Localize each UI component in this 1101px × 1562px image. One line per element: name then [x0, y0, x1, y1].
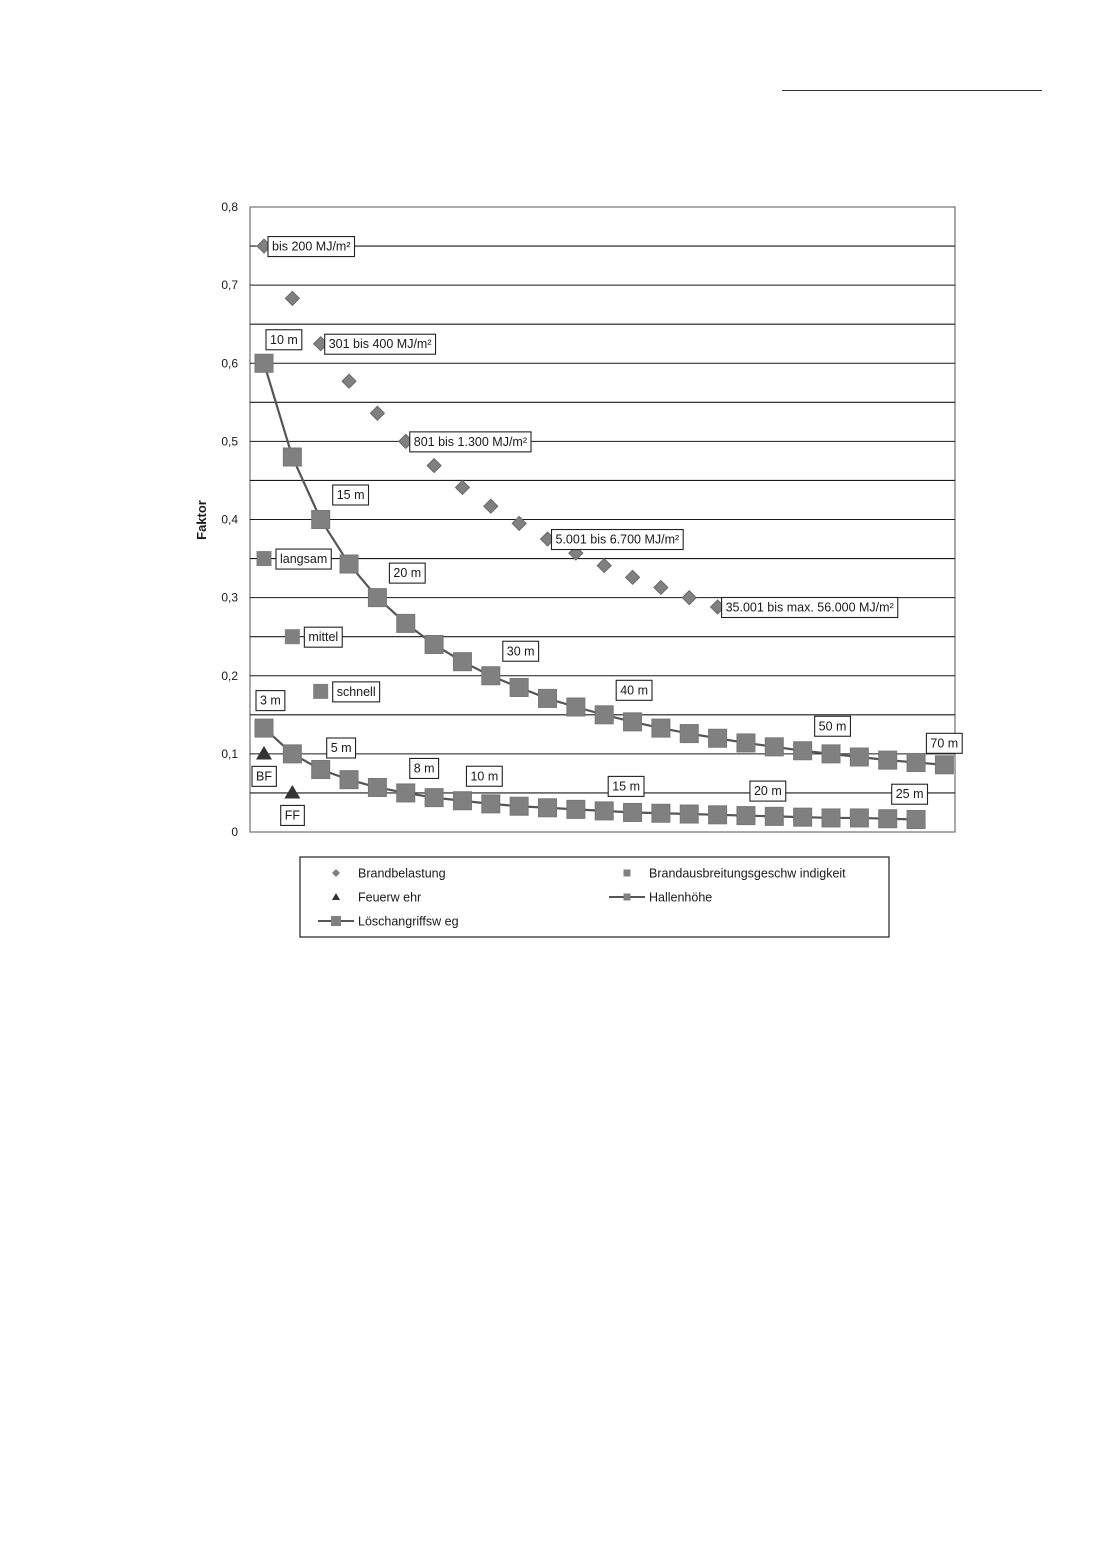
data-label-text: 3 m — [260, 693, 281, 708]
l-schangriffsw-eg-data-label — [750, 781, 786, 801]
hallenh-he-data-label — [389, 563, 425, 583]
data-label-text: 801 bis 1.300 MJ/m² — [413, 434, 527, 449]
l-schangriffsw-eg-point — [567, 800, 585, 818]
hallenh-he-point — [907, 753, 925, 771]
hallenh-he-point — [312, 511, 330, 529]
hallenh-he-point — [765, 738, 783, 756]
l-schangriffsw-eg-point — [368, 778, 386, 796]
hallenh-he-point — [935, 756, 953, 774]
l-schangriffsw-eg-data-label — [256, 691, 285, 711]
data-label-text: 25 m — [895, 787, 924, 802]
l-schangriffsw-eg-data-label — [410, 758, 439, 778]
brandbelastung-data-label — [410, 432, 531, 452]
hallenh-he-data-label — [333, 485, 369, 505]
brandausbreitungsgeschw-indigkeit-point — [257, 551, 272, 566]
hallenh-he-point — [680, 725, 698, 743]
data-label-text: schnell — [336, 684, 376, 699]
hallenh-he-point — [624, 713, 642, 731]
hallenh-he-data-label — [503, 641, 539, 661]
y-axis-ticks — [221, 200, 238, 839]
brandausbreitungsgeschw-indigkeit-data-label — [304, 627, 342, 647]
y-tick-label: 0,6 — [221, 356, 238, 371]
hallenh-he-point — [652, 719, 670, 737]
legend-label: Brandbelastung — [358, 866, 446, 881]
y-tick-label: 0,2 — [221, 668, 238, 683]
l-schangriffsw-eg-point — [595, 802, 613, 820]
data-label-text: 15 m — [336, 488, 365, 502]
hallenh-he-point — [794, 742, 812, 760]
hallenh-he-point — [425, 636, 443, 654]
data-label-text: BF — [256, 769, 272, 784]
hallenh-he-point — [567, 698, 585, 716]
l-schangriffsw-eg-data-label — [466, 766, 502, 786]
brandausbreitungsgeschw-indigkeit-data-label — [276, 549, 331, 569]
legend-item-brandausbreitungsgeschw-indigkeit — [624, 867, 847, 881]
l-schangriffsw-eg-point — [624, 803, 642, 821]
brandausbreitungsgeschw-indigkeit-point — [285, 629, 300, 644]
data-label-text: 20 m — [753, 784, 782, 799]
hallenh-he-point — [283, 448, 301, 466]
data-label-text: mittel — [308, 630, 339, 645]
hallenh-he-point — [340, 555, 358, 573]
data-label-text: 50 m — [818, 719, 847, 734]
legend-square-icon — [624, 870, 631, 877]
data-label-text: 20 m — [393, 566, 422, 581]
hallenh-he-point — [879, 751, 897, 769]
legend-label: Löschangriffsw eg — [358, 914, 459, 929]
hallenh-he-point — [595, 706, 613, 724]
l-schangriffsw-eg-point — [482, 795, 500, 813]
data-label-text: bis 200 MJ/m² — [272, 239, 351, 254]
data-label-text: 35.001 bis max. 56.000 MJ/m² — [725, 600, 894, 615]
data-label-text: 10 m — [470, 769, 499, 784]
l-schangriffsw-eg-point — [765, 807, 783, 825]
legend-label: Hallenhöhe — [649, 890, 713, 905]
y-tick-label: 0,5 — [221, 434, 238, 449]
hallenh-he-data-label — [815, 716, 851, 736]
l-schangriffsw-eg-point — [907, 811, 925, 829]
l-schangriffsw-eg-point — [283, 745, 301, 763]
l-schangriffsw-eg-point — [652, 804, 670, 822]
feuerw-ehr-data-label — [252, 766, 276, 786]
legend-label: Brandausbreitungsgeschw indigkeit — [649, 866, 846, 881]
data-label-text: 70 m — [930, 736, 959, 751]
legend-square-icon — [331, 916, 341, 926]
data-label-text: langsam — [280, 552, 328, 567]
y-axis-label: Faktor — [194, 500, 209, 540]
y-tick-label: 0,1 — [221, 746, 238, 761]
hallenh-he-data-label — [266, 330, 302, 350]
l-schangriffsw-eg-point — [340, 771, 358, 789]
hallenh-he-point — [822, 745, 840, 763]
data-label-text: 301 bis 400 MJ/m² — [328, 337, 432, 352]
data-label-text: 30 m — [506, 644, 535, 659]
hallenh-he-point — [539, 689, 557, 707]
l-schangriffsw-eg-point — [255, 719, 273, 737]
l-schangriffsw-eg-point — [510, 797, 528, 815]
hallenh-he-point — [709, 729, 727, 747]
brandbelastung-data-label — [722, 598, 898, 618]
y-tick-label: 0,8 — [221, 200, 238, 214]
l-schangriffsw-eg-point — [453, 792, 471, 810]
data-label-text: 5.001 bis 6.700 MJ/m² — [555, 532, 680, 547]
brandbelastung-data-label — [552, 530, 684, 550]
hallenh-he-point — [737, 734, 755, 752]
brandausbreitungsgeschw-indigkeit-data-label — [333, 682, 380, 702]
y-tick-label: 0,4 — [221, 512, 238, 527]
data-label-text: 40 m — [620, 683, 648, 698]
l-schangriffsw-eg-data-label — [327, 738, 356, 758]
legend — [300, 857, 889, 937]
hallenh-he-point — [850, 748, 868, 766]
y-tick-label: 0,7 — [221, 278, 238, 293]
legend-square-icon — [624, 894, 631, 901]
brandbelastung-data-label — [268, 237, 355, 257]
data-label-text: 8 m — [413, 761, 435, 776]
hallenh-he-point — [510, 678, 528, 696]
legend-label: Feuerw ehr — [358, 890, 422, 905]
hallenh-he-data-label — [616, 680, 652, 700]
hallenh-he-point — [397, 614, 415, 632]
brandbelastung-data-label — [325, 334, 436, 354]
l-schangriffsw-eg-point — [539, 799, 557, 817]
l-schangriffsw-eg-point — [709, 806, 727, 824]
brandausbreitungsgeschw-indigkeit-point — [313, 684, 328, 699]
data-label-text: 10 m — [270, 332, 298, 347]
l-schangriffsw-eg-point — [822, 809, 840, 827]
hallenh-he-data-label — [926, 733, 962, 753]
hallenh-he-point — [255, 354, 273, 372]
data-label-text: FF — [284, 808, 300, 823]
l-schangriffsw-eg-point — [312, 761, 330, 779]
data-label-text: 5 m — [330, 741, 352, 755]
data-label-text: 15 m — [612, 779, 640, 794]
l-schangriffsw-eg-point — [850, 809, 868, 827]
l-schangriffsw-eg-point — [680, 805, 698, 823]
l-schangriffsw-eg-data-label — [892, 784, 928, 804]
l-schangriffsw-eg-point — [794, 808, 812, 826]
hallenh-he-point — [368, 589, 386, 607]
l-schangriffsw-eg-point — [425, 789, 443, 807]
l-schangriffsw-eg-point — [879, 810, 897, 828]
l-schangriffsw-eg-point — [397, 784, 415, 802]
y-tick-label: 0 — [231, 825, 238, 839]
y-tick-label: 0,3 — [221, 590, 238, 605]
l-schangriffsw-eg-point — [737, 807, 755, 825]
feuerw-ehr-data-label — [281, 805, 305, 825]
hallenh-he-point — [482, 667, 500, 685]
l-schangriffsw-eg-data-label — [608, 776, 644, 796]
hallenh-he-point — [453, 653, 471, 671]
